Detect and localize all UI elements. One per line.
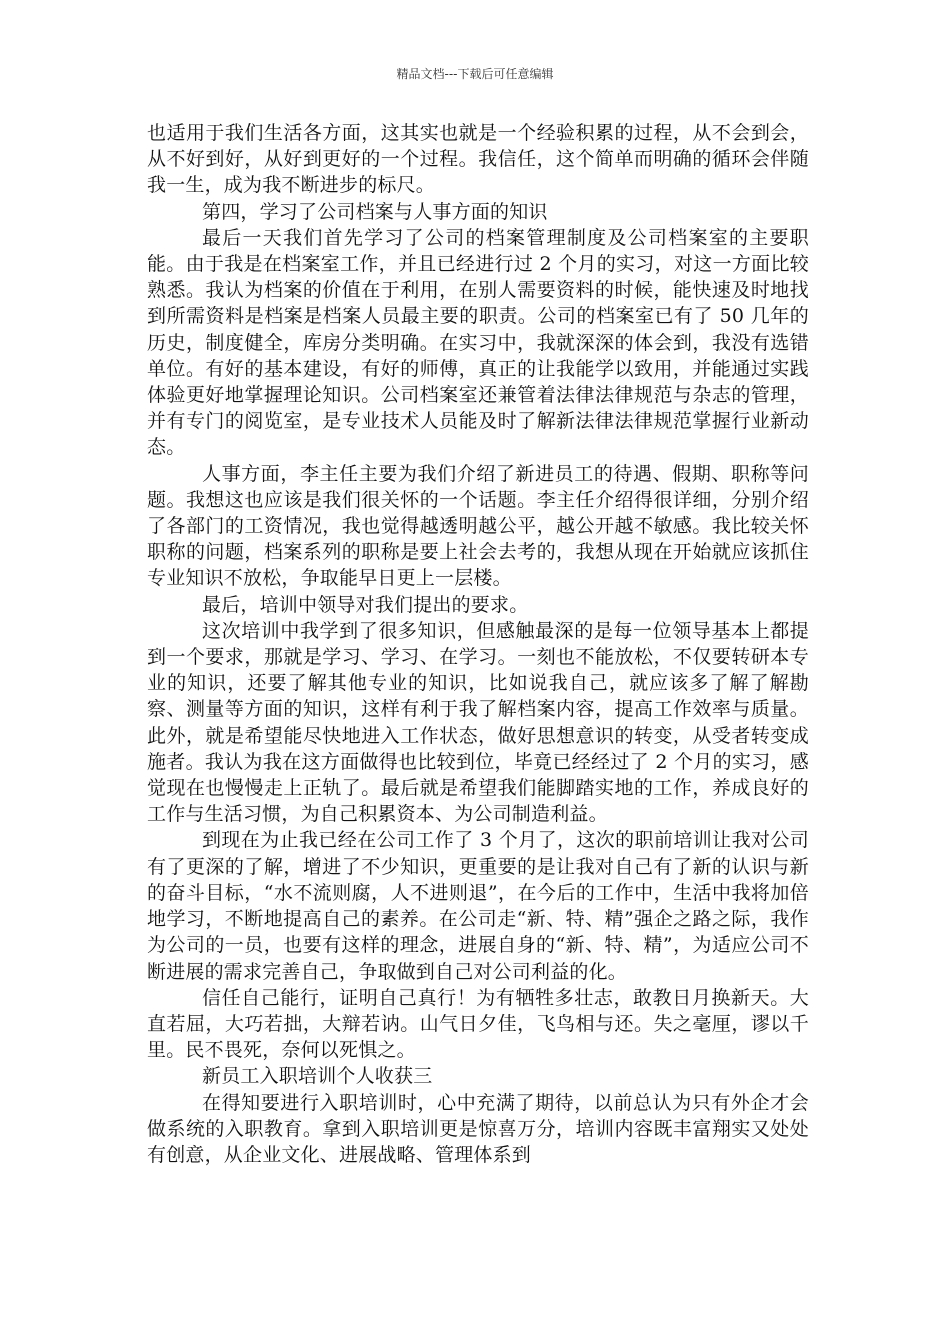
paragraph-personnel: 人事方面，李主任主要为我们介绍了新进员工的待遇、假期、职称等问题。我想这也应该是我们很关怀的一个话题。李主任介绍得很详细，分别介绍了各部门的工资情况，我也觉得越透明越公平，越公开越不敏感。我比较关怀职称的问题，档案系列的职称是要上社会去考的，我想从现在开始就应该抓住专业知识不放松，争取能早日更上一层楼。 (147, 462, 809, 590)
paragraph-part-three: 在得知要进行入职培训时，心中充满了期待，以前总认为只有外企才会做系统的入职教育。拿到入职培训更是惊喜万分，培训内容既丰富翔实又处处有创意，从企业文化、进展战略、管理体系到 (147, 1091, 809, 1166)
section-title-part-three: 新员工入职培训个人收获三 (202, 1065, 433, 1088)
document-body (147, 120, 809, 1168)
paragraph-requirements: 这次培训中我学到了很多知识，但感触最深的是每一位领导基本上都提到一个要求，那就是学习、学习、在学习。一刻也不能放松，不仅要转研本专业的知识，还要了解其他专业的知识，比如说我自己，就应该多了解了解勘察、测量等方面的知识，这样有利于我了解档案内容，提高工作效率与质量。此外，就是希望能尽快地进入工作状态，做好思想意识的转变，从受者转变成施者。我认为我在这方面做得也比较到位，毕竟已经经过了 2 个月的实习，感觉现在也慢慢走上正轨了。最后就是希望我们能脚踏实地的工作，养成良好的工作与生活习惯，为自己积累资本、为公司制造利益。 (147, 619, 809, 826)
paragraph-motto: 信任自己能行，证明自己真行！为有牺牲多壮志，敢教日月换新天。大直若屈，大巧若拙，大辩若讷。山气日夕佳，飞鸟相与还。失之毫厘，谬以千里。民不畏死，奈何以死惧之。 (147, 986, 809, 1062)
section-heading-archives: 第四，学习了公司档案与人事方面的知识 (202, 200, 548, 223)
paragraph-archives: 最后一天我们首先学习了公司的档案管理制度及公司档案室的主要职能。由于我是在档案室工作，并且已经进行过 2 个月的实习，对这一方面比较熟悉。我认为档案的价值在于利用，在别人需要资料的时候，能快速及时地找到所需资料是档案是档案人员最主要的职责。公司的档案室已有了 50 几年的历史，制度健全，库房分类明确。在实习中，我就深深的体会到，我没有选错单位。有好的基本建设，有好的师傅，真正的让我能学以致用，并能通过实践体验更好地掌握理论知识。公司档案室还兼管着法律法律规范与杂志的管理，并有专门的阅览室，是专业技术人员能及时了解新法律法律规范掌握行业新动态。 (147, 226, 809, 459)
page-header-watermark: 精品文档---下载后可任意编辑 (396, 67, 554, 81)
paragraph-summary: 到现在为止我已经在公司工作了 3 个月了，这次的职前培训让我对公司有了更深的了解，增进了不少知识，更重要的是让我对自己有了新的认识与新的奋斗目标，“水不流则腐，人不进则退”，在今后的工作中，生活中我将加倍地学习，不断地提高自己的素养。在公司走“新、特、精”强企之路之际，我作为公司的一员，也要有这样的理念，进展自身的“新、特、精”，为适应公司不断进展的需求完善自己，争取做到自己对公司利益的化。 (147, 829, 809, 983)
paragraph-1: 也适用于我们生活各方面，这其实也就是一个经验积累的过程，从不会到会，从不好到好，从好到更好的一个过程。我信任，这个简单而明确的循环会伴随我一生，成为我不断进步的标尺。 (147, 122, 809, 197)
section-heading-requirements: 最后，培训中领导对我们提出的要求。 (202, 593, 529, 616)
